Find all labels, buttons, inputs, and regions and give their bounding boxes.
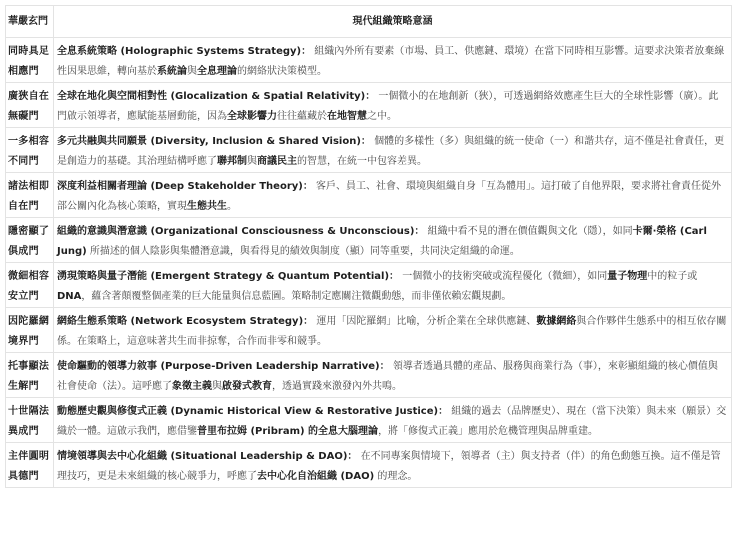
gate-name-cell: 隱密顯了俱成門 [6,218,54,263]
strategy-description-cell [54,218,732,263]
strategy-term: 網絡生態系策略 (Network Ecosystem Strategy)： [57,316,314,327]
strategy-term: 全息系統策略 (Holographic Systems Strategy)： [57,46,312,57]
description-text: 與 [212,381,222,392]
description-text: 一個微小的在地創新（狹），可透過網絡效應產生巨大的全球性影響（廣）。此門啟示領導者，應賦能基層動能，因為 [57,91,719,122]
description-text: 組織中看不見的潛在價值觀與文化（隱），如同 [424,226,633,237]
description-text: 之中。 [367,111,397,122]
bold-keyword: 普里布拉姆 (Pribram) 的全息大腦理論 [197,426,379,437]
description-text: 組織的過去（品牌歷史）、現在（當下決策）與未來（願景）交織於一體。這啟示我們，應借鑒 [57,406,727,437]
bold-keyword: 系統論 [157,66,187,77]
strategy-term: 湧現策略與量子潛能 (Emergent Strategy & Quantum Potential)： [57,271,400,282]
description-text: 客戶、員工、社會、環境與組織自身「互為體用」。這打破了自他界限，要求將社會責任從外部公關內化為核心策略，實現 [57,181,722,212]
strategy-term: 組織的意識與潛意識 (Organizational Consciousness & Unconscious)： [57,226,425,237]
gate-name-cell: 廣狹自在無礙門 [6,83,54,128]
gate-name-cell: 主伴圓明具德門 [6,443,54,488]
table-row [6,263,732,308]
gate-name-cell: 因陀羅網境界門 [6,308,54,353]
description-text: 。 [227,201,237,212]
strategy-term: 多元共融與共同願景 (Diversity, Inclusion & Shared Vision)： [57,136,371,147]
bold-keyword: 全息理論 [197,66,237,77]
description-text: 與 [187,66,197,77]
table-row [6,398,732,443]
bold-keyword: 生態共生 [187,201,227,212]
gate-name-cell: 同時具足相應門 [6,38,54,83]
bold-keyword: 象徵主義 [172,381,212,392]
table-row [6,83,732,128]
bold-keyword: 卡爾·榮格 (Carl Jung) [57,226,707,257]
bold-keyword: 去中心化自治組織 (DAO) [257,471,375,482]
bold-keyword: 商議民主 [257,156,297,167]
bold-keyword: 量子物理 [607,271,648,282]
description-text: 領導者透過具體的產品、服務與商業行為（事），來彰顯組織的核心價值與社會使命（法）。這呼應了 [57,361,718,392]
table-body [6,38,732,488]
bold-keyword: 在地智慧 [327,111,367,122]
gate-name-cell: 十世隔法異成門 [6,398,54,443]
strategy-description-cell [54,263,732,308]
strategy-description-cell [54,38,732,83]
gate-name-cell: 一多相容不同門 [6,128,54,173]
header-huayan-gate: 華嚴玄門 [6,6,54,38]
strategy-term: 情境領導與去中心化組織 (Situational Leadership & DAO)： [57,451,358,462]
strategy-description-cell [54,128,732,173]
strategy-term: 動態歷史觀與修復式正義 (Dynamic Historical View & Restorative Justice)： [57,406,449,417]
strategy-description-cell [54,173,732,218]
description-text: 運用「因陀羅網」比喻，分析企業在全球供應鏈、 [313,316,537,327]
strategy-term: 深度利益相關者理論 (Deep Stakeholder Theory)： [57,181,313,192]
table-row [6,308,732,353]
bold-keyword: 聯邦制 [217,156,247,167]
description-text: 往往蘊藏於 [277,111,327,122]
table-row [6,218,732,263]
strategy-description-cell [54,353,732,398]
table-row [6,128,732,173]
strategy-term: 使命驅動的領導力敘事 (Purpose-Driven Leadership Narrative)： [57,361,390,372]
huayan-strategy-table [5,5,732,488]
strategy-description-cell [54,398,732,443]
strategy-description-cell [54,83,732,128]
gate-name-cell: 諸法相即自在門 [6,173,54,218]
description-text: 組織內外所有要素（市場、員工、供應鏈、環境）在當下同時相互影響。這要求決策者放棄線性因果思維，轉向基於 [57,46,725,77]
strategy-term: 全球在地化與空間相對性 (Glocalization & Spatial Relativity)： [57,91,376,102]
gate-name-cell: 微細相容安立門 [6,263,54,308]
description-text: 的智慧，在統一中包容差異。 [297,156,427,167]
bold-keyword: 數據網絡 [536,316,577,327]
description-text: 中的粒子或 [647,271,698,282]
bold-keyword: 全球影響力 [227,111,277,122]
gate-name-cell: 托事顯法生解門 [6,353,54,398]
table-row [6,38,732,83]
description-text: ，透過實踐來激發內外共鳴。 [272,381,402,392]
description-text: ，蘊含著顛覆整個產業的巨大能量與信息藍圖。策略制定應關注微觀動態，而非僅依賴宏觀規劃。 [81,291,512,302]
description-text: 與 [247,156,257,167]
description-text: 的網絡狀決策模型。 [237,66,327,77]
description-text: 一個微小的技術突破或流程優化（微細），如同 [399,271,608,282]
description-text: ，將「修復式正義」應用於危機管理與品牌重建。 [378,426,599,437]
description-text: 個體的多樣性（多）與組織的統一使命（一）和諧共存，這不僅是社會責任，更是創造力的基礎。其治理結構呼應了 [57,136,725,167]
table-row [6,443,732,488]
table-row [6,353,732,398]
description-text: 在不同專案與情境下，領導者（主）與支持者（伴）的角色動態互換。這不僅是管理技巧，更是未來組織的核心競爭力，呼應了 [57,451,721,482]
table-header-row [6,6,732,38]
bold-keyword: 啟發式教育 [222,381,272,392]
table-row [6,173,732,218]
strategy-description-cell [54,443,732,488]
description-text: 與合作夥伴生態系中的相互依存關係。在策略上，這意味著共生而非掠奪，合作而非零和競爭。 [57,316,727,347]
description-text: 所描述的個人陰影與集體潛意識，與看得見的績效與制度（顯）同等重要，共同決定組織的命運。 [86,246,520,257]
strategy-description-cell [54,308,732,353]
document-page [5,5,732,488]
bold-keyword: DNA [57,291,82,302]
description-text: 的理念。 [374,471,418,482]
header-modern-strategy: 現代組織策略意涵 [54,6,732,38]
